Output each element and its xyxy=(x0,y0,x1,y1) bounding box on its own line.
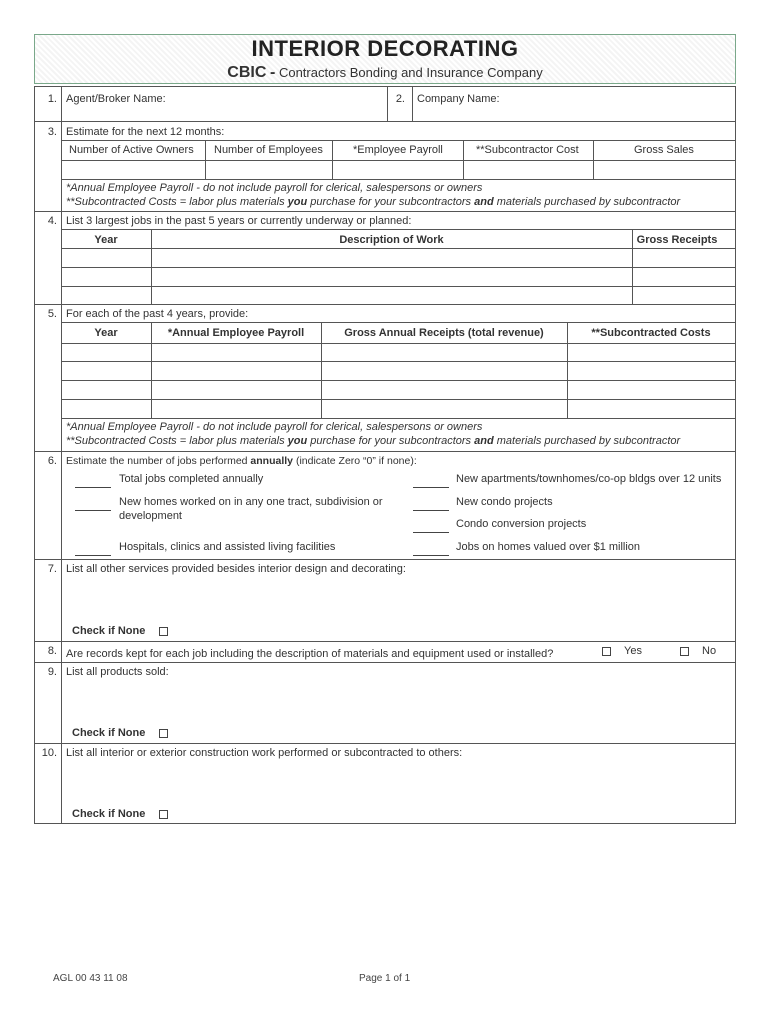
q6-blank-condo-conversion[interactable] xyxy=(413,532,449,533)
q9-check-none-label: Check if None xyxy=(72,727,146,739)
q6-blank-condo-projects[interactable] xyxy=(413,510,449,511)
q8-no-box[interactable] xyxy=(680,647,689,656)
q6-condo-projects: New condo projects xyxy=(456,496,553,508)
q6-blank-hospitals[interactable] xyxy=(75,555,111,556)
q7-check-none-box[interactable] xyxy=(159,627,168,636)
q9-label: List all products sold: xyxy=(66,666,169,678)
q7-number: 7. xyxy=(47,563,57,575)
q8-number: 8. xyxy=(47,645,57,657)
page-title: INTERIOR DECORATING xyxy=(251,36,519,61)
q6-blank-million-homes[interactable] xyxy=(413,555,449,556)
col-employee-payroll: *Employee Payroll xyxy=(353,144,443,156)
q3-number: 3. xyxy=(47,126,57,138)
application-form xyxy=(34,86,736,824)
col-employees: Number of Employees xyxy=(214,144,323,156)
q8-label: Are records kept for each job including the description of materials and equipment used or installed? xyxy=(66,648,554,660)
q7-label: List all other services provided besides interior design and decorating: xyxy=(66,563,406,575)
q5-col-year: Year xyxy=(94,327,118,339)
q6-number: 6. xyxy=(47,455,57,467)
q10-check-none-label: Check if None xyxy=(72,808,146,820)
q6-blank-new-homes[interactable] xyxy=(75,510,111,511)
q6-blank-total-jobs[interactable] xyxy=(75,487,111,488)
q7-check-none-label: Check if None xyxy=(72,625,146,637)
col-active-owners: Number of Active Owners xyxy=(69,144,194,156)
q6-apartments: New apartments/townhomes/co-op bldgs over 12 units xyxy=(456,473,722,485)
q4-col-year: Year xyxy=(94,234,118,246)
q2-number: 2. xyxy=(395,93,405,105)
company-name: Contractors Bonding and Insurance Company xyxy=(278,65,543,80)
q5-number: 5. xyxy=(47,308,57,320)
q6-total-jobs: Total jobs completed annually xyxy=(119,473,264,485)
agent-broker-label: Agent/Broker Name: xyxy=(66,93,166,105)
page-number: Page 1 of 1 xyxy=(359,973,411,984)
q8-yes-label: Yes xyxy=(624,645,642,657)
company-abbr: CBIC xyxy=(227,64,267,81)
q8-yes-box[interactable] xyxy=(602,647,611,656)
q10-check-none-box[interactable] xyxy=(159,810,168,819)
q5-col-subcontracted: **Subcontracted Costs xyxy=(591,327,711,339)
q6-new-homes-cont: development xyxy=(119,510,182,522)
q5-payroll-note: *Annual Employee Payroll - do not include payroll for clerical, salespersons or owners xyxy=(66,421,483,433)
q3-label: Estimate for the next 12 months: xyxy=(66,126,225,138)
q5-col-gross-receipts: Gross Annual Receipts (total revenue) xyxy=(344,327,544,339)
form-id: AGL 00 43 11 08 xyxy=(53,973,128,984)
col-subcontractor-cost: **Subcontractor Cost xyxy=(476,144,579,156)
q4-number: 4. xyxy=(47,215,57,227)
q9-number: 9. xyxy=(47,666,57,678)
q5-subcontract-note: **Subcontracted Costs = labor plus materials you purchase for your subcontractors and materials purchased by subcontractor xyxy=(66,435,681,447)
q8-no-label: No xyxy=(702,645,717,657)
q5-col-payroll: *Annual Employee Payroll xyxy=(167,327,305,339)
company-sep: - xyxy=(270,64,276,81)
q10-number: 10. xyxy=(41,747,57,759)
q5-label: For each of the past 4 years, provide: xyxy=(66,308,249,320)
col-gross-sales: Gross Sales xyxy=(634,144,694,156)
company-name-label: Company Name: xyxy=(417,93,500,105)
q4-col-description: Description of Work xyxy=(339,234,444,246)
q10-label: List all interior or exterior construction work performed or subcontracted to others: xyxy=(66,747,463,759)
q6-blank-apartments[interactable] xyxy=(413,487,449,488)
q9-check-none-box[interactable] xyxy=(159,729,168,738)
q4-col-gross-receipts: Gross Receipts xyxy=(636,234,718,246)
q6-hospitals: Hospitals, clinics and assisted living facilities xyxy=(119,541,336,553)
q6-new-homes: New homes worked on in any one tract, subdivision or xyxy=(119,496,383,508)
q3-payroll-note: *Annual Employee Payroll - do not include payroll for clerical, salespersons or owners xyxy=(66,182,483,194)
q1-number: 1. xyxy=(47,93,57,105)
q6-label: Estimate the number of jobs performed annually (indicate Zero “0” if none): xyxy=(66,455,417,467)
q4-label: List 3 largest jobs in the past 5 years or currently underway or planned: xyxy=(66,215,412,227)
q3-subcontract-note: **Subcontracted Costs = labor plus materials you purchase for your subcontractors and materials purchased by subcontractor xyxy=(66,196,681,208)
q6-condo-conversion: Condo conversion projects xyxy=(456,518,587,530)
company-subtitle xyxy=(0,64,770,82)
q6-million-homes: Jobs on homes valued over $1 million xyxy=(456,541,641,553)
